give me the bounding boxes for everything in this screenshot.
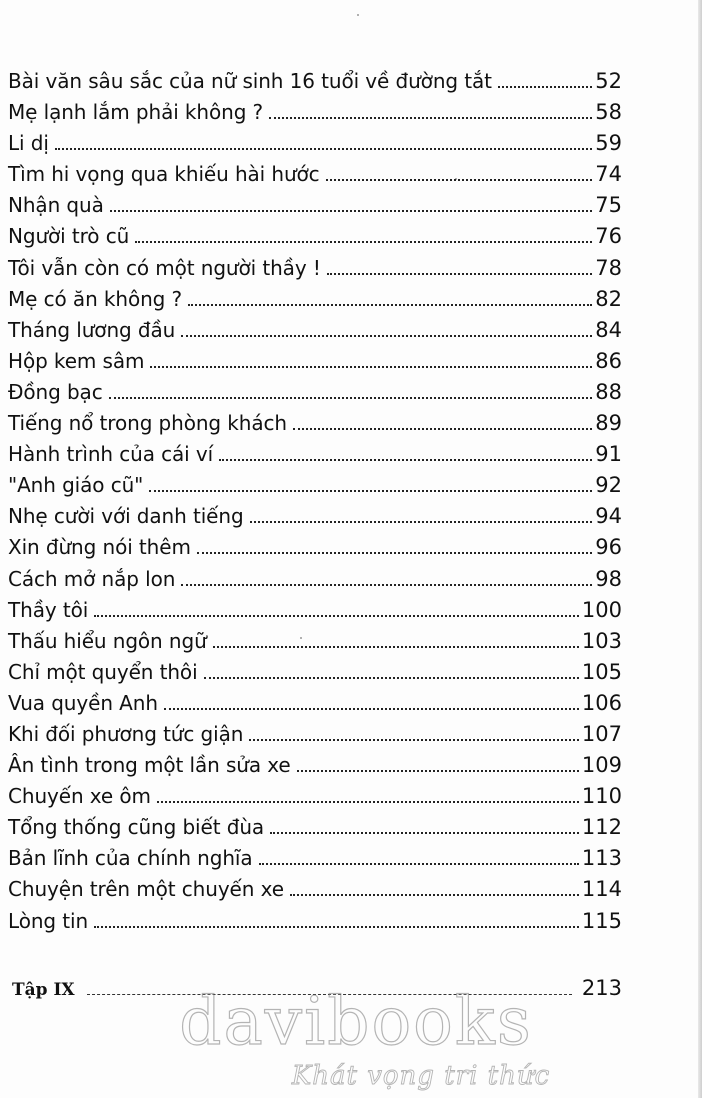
toc-entry-title: "Anh giáo cũ"	[8, 473, 144, 498]
toc-entry-title: Thấu hiểu ngôn ngữ	[8, 628, 207, 653]
toc-dot-leader	[94, 613, 579, 617]
toc-entry-title: Mẹ lạnh lắm phải không ?	[8, 100, 264, 125]
volume-page-number: 213	[581, 976, 622, 1000]
toc-entry-title: Vua quyền Anh	[8, 690, 158, 715]
toc-dot-leader	[249, 737, 579, 741]
toc-dot-leader	[213, 644, 579, 648]
toc-entry-title: Người trò cũ	[8, 224, 130, 249]
toc-entry-page-number: 103	[581, 628, 622, 653]
table-of-contents	[8, 66, 622, 937]
toc-entry-page-number: 52	[595, 69, 622, 93]
toc-entry-page-number: 78	[595, 255, 622, 280]
toc-entry-page-number: 115	[581, 908, 622, 933]
volume-dash-leader	[87, 994, 572, 995]
toc-entry-title: Mẹ có ăn không ?	[8, 286, 183, 311]
toc-entry	[8, 688, 622, 719]
watermark-tagline: Khát vọng tri thức	[291, 1061, 551, 1091]
toc-entry	[8, 595, 622, 626]
toc-entry-page-number: 112	[581, 815, 622, 840]
toc-entry-title: Tìm hi vọng qua khiếu hài hước	[8, 162, 320, 187]
toc-dot-leader	[157, 799, 579, 803]
toc-dot-leader	[150, 364, 592, 368]
toc-entry	[8, 719, 622, 750]
toc-entry-page-number: 82	[595, 286, 622, 311]
toc-entry-title: Thầy tôi	[8, 597, 89, 622]
toc-dot-leader	[109, 395, 593, 399]
toc-entry	[8, 812, 622, 843]
toc-dot-leader	[149, 488, 592, 492]
toc-dot-leader	[181, 333, 592, 337]
toc-entry	[8, 470, 622, 501]
toc-entry-title: Tháng lương đầu	[8, 317, 176, 342]
toc-entry-title: Nhẹ cười với danh tiếng	[8, 504, 244, 529]
toc-entry	[8, 874, 622, 905]
toc-entry	[8, 190, 622, 221]
toc-entry-page-number: 76	[595, 224, 622, 249]
toc-entry	[8, 781, 622, 812]
toc-entry	[8, 750, 622, 781]
toc-entry	[8, 657, 622, 688]
print-speck	[357, 14, 359, 16]
toc-entry	[8, 97, 622, 128]
toc-dot-leader	[94, 924, 579, 928]
toc-entry-title: Li dị	[8, 131, 49, 156]
toc-dot-leader	[164, 706, 579, 710]
toc-dot-leader	[197, 550, 592, 554]
toc-entry-page-number: 75	[595, 193, 622, 218]
toc-entry-page-number: 91	[595, 442, 622, 467]
toc-dot-leader	[110, 208, 593, 212]
toc-entry-page-number: 110	[581, 784, 622, 809]
toc-dot-leader	[259, 861, 579, 865]
toc-entry-page-number: 88	[595, 379, 622, 404]
toc-dot-leader	[498, 84, 592, 88]
volume-title: Tập IX	[12, 980, 75, 1000]
toc-dot-leader	[327, 271, 593, 275]
toc-entry	[8, 626, 622, 657]
toc-entry-page-number: 98	[595, 566, 622, 591]
toc-entry-page-number: 86	[595, 348, 622, 373]
toc-entry-title: Khi đối phương tức giận	[8, 721, 244, 746]
watermark-brand: davibooks	[179, 983, 533, 1060]
toc-entry-title: Chỉ một quyển thôi	[8, 659, 198, 684]
toc-entry-title: Tiếng nổ trong phòng khách	[8, 411, 287, 436]
toc-entry-title: Ân tình trong một lần sửa xe	[8, 753, 291, 778]
toc-entry-page-number: 94	[595, 504, 622, 529]
toc-entry	[8, 377, 622, 408]
toc-entry-title: Cách mở nắp lon	[8, 566, 176, 591]
toc-entry-title: Tổng thống cũng biết đùa	[8, 815, 265, 840]
page-edge-shadow	[698, 0, 702, 1098]
toc-entry	[8, 532, 622, 563]
toc-entry	[8, 501, 622, 532]
toc-entry-page-number: 105	[581, 659, 622, 684]
toc-entry	[8, 159, 622, 190]
toc-dot-leader	[293, 426, 592, 430]
toc-entry-title: Tôi vẫn còn có một người thầy !	[8, 255, 321, 280]
toc-dot-leader	[270, 830, 579, 834]
toc-dot-leader	[250, 519, 593, 523]
toc-entry-page-number: 84	[595, 317, 622, 342]
toc-dot-leader	[204, 675, 579, 679]
toc-dot-leader	[269, 115, 592, 119]
toc-dot-leader	[181, 582, 592, 586]
toc-entry-title: Bản lĩnh của chính nghĩa	[8, 846, 253, 871]
toc-entry	[8, 906, 622, 937]
toc-entry-title: Chuyện trên một chuyến xe	[8, 877, 284, 902]
toc-entry-title: Đồng bạc	[8, 379, 103, 404]
toc-entry-page-number: 59	[595, 131, 622, 156]
toc-entry-page-number: 96	[595, 535, 622, 560]
toc-entry	[8, 843, 622, 874]
toc-entry	[8, 346, 622, 377]
toc-entry	[8, 315, 622, 346]
toc-entry	[8, 253, 622, 284]
toc-entry-page-number: 114	[581, 877, 622, 902]
toc-entry-page-number: 92	[595, 473, 622, 498]
toc-dot-leader	[297, 768, 579, 772]
toc-dot-leader	[55, 146, 592, 150]
toc-entry-title: Nhận quà	[8, 193, 104, 218]
toc-entry	[8, 564, 622, 595]
toc-dot-leader	[326, 177, 593, 181]
toc-entry-title: Hộp kem sâm	[8, 348, 145, 373]
toc-entry-page-number: 107	[581, 721, 622, 746]
toc-entry-page-number: 109	[581, 753, 622, 778]
toc-dot-leader	[188, 302, 592, 306]
toc-entry-page-number: 113	[581, 846, 622, 871]
toc-entry-page-number: 74	[595, 162, 622, 187]
toc-entry-page-number: 100	[581, 597, 622, 622]
toc-entry-title: Chuyến xe ôm	[8, 784, 151, 809]
toc-entry-title: Lòng tin	[8, 908, 89, 933]
toc-dot-leader	[219, 457, 592, 461]
toc-entry-title: Bài văn sâu sắc của nữ sinh 16 tuổi về đường tắt	[8, 69, 492, 93]
toc-entry-page-number: 89	[595, 411, 622, 436]
toc-entry-title: Xin đừng nói thêm	[8, 535, 191, 560]
toc-entry	[8, 284, 622, 315]
toc-dot-leader	[290, 892, 579, 896]
toc-dot-leader	[135, 239, 592, 243]
toc-entry-page-number: 58	[595, 100, 622, 125]
toc-entry	[8, 128, 622, 159]
toc-entry	[8, 439, 622, 470]
toc-entry-page-number: 106	[581, 690, 622, 715]
toc-entry	[8, 408, 622, 439]
toc-entry-title: Hành trình của cái ví	[8, 442, 214, 467]
volume-entry	[12, 976, 622, 1000]
toc-entry	[8, 66, 622, 97]
toc-entry	[8, 221, 622, 252]
watermark	[0, 985, 702, 1093]
